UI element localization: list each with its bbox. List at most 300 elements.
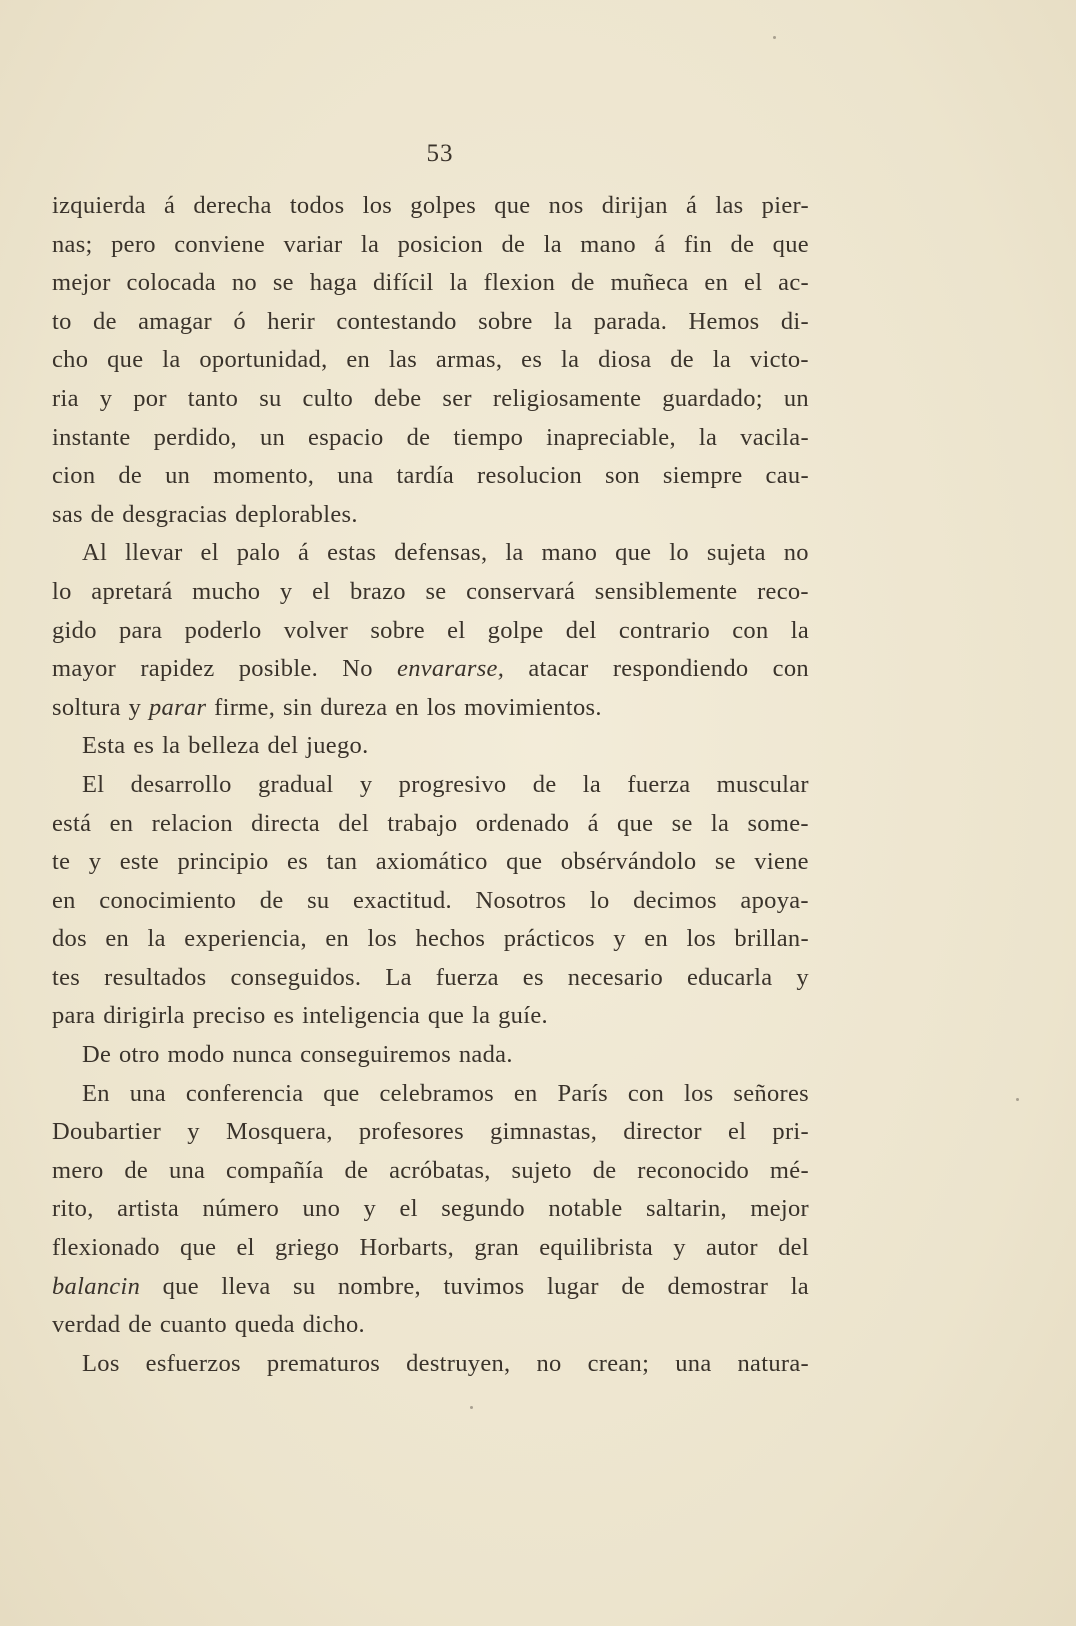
word: viene	[754, 848, 809, 876]
text-line	[52, 689, 809, 728]
word: Al	[82, 539, 108, 567]
text-line	[52, 341, 809, 380]
word: Hemos	[688, 307, 760, 335]
word: los	[362, 192, 393, 219]
word: la	[543, 230, 562, 258]
word: reco-	[757, 577, 809, 605]
word: resolucion	[476, 462, 583, 490]
text-line	[52, 1113, 809, 1152]
word: lo	[669, 539, 689, 567]
text-line	[52, 380, 809, 419]
word: en	[704, 269, 729, 297]
word: y	[673, 1234, 686, 1262]
word: diosa	[598, 346, 652, 374]
word: que	[772, 230, 809, 258]
word: y	[187, 1118, 200, 1146]
word: brazo	[349, 577, 406, 605]
word: nombre,	[337, 1272, 421, 1300]
paper-speck	[1016, 1098, 1019, 1101]
word: autor	[706, 1234, 758, 1262]
word: que	[617, 809, 654, 837]
word: axiomático	[375, 848, 488, 876]
word: mayor	[52, 655, 117, 683]
word: de	[621, 1272, 646, 1300]
word: lugar	[546, 1272, 599, 1300]
text-line	[52, 187, 809, 226]
word: vacila-	[740, 423, 809, 451]
word: es	[521, 346, 543, 374]
word: dirigirla	[103, 1002, 185, 1030]
word: que	[427, 1002, 465, 1030]
word: la	[505, 539, 524, 567]
word: fuerza	[627, 770, 691, 798]
word: la	[582, 770, 602, 798]
word: de	[406, 423, 431, 451]
word: muñeca	[610, 269, 689, 297]
word: las	[715, 192, 744, 219]
word: acróbatas,	[389, 1156, 491, 1184]
word: sas	[52, 500, 83, 528]
word: nas;	[52, 230, 93, 258]
word: del	[338, 809, 370, 837]
word: los	[367, 925, 397, 953]
word: de	[259, 886, 284, 914]
word: en	[346, 346, 371, 374]
word: palo	[236, 539, 281, 567]
word: rapidez	[140, 655, 215, 683]
word: el	[744, 269, 763, 297]
word: muscular	[716, 770, 809, 798]
word: derecha	[193, 192, 272, 219]
word: ordenado	[475, 809, 570, 837]
word: todos	[289, 192, 345, 219]
word: y	[796, 963, 809, 991]
word: la	[449, 269, 468, 297]
word: prácticos	[503, 925, 595, 953]
text-line	[52, 650, 809, 689]
word: que	[162, 1272, 199, 1300]
word: notable	[548, 1195, 623, 1223]
word: profesores	[358, 1118, 464, 1146]
word: movimientos.	[464, 693, 602, 721]
word: á	[654, 230, 666, 258]
word: los	[684, 1079, 714, 1107]
word: equilibrista	[539, 1234, 654, 1262]
word: pri-	[772, 1118, 809, 1146]
word: la	[162, 732, 181, 760]
text-line	[52, 1036, 809, 1075]
word: conservará	[466, 577, 576, 605]
word: No	[342, 655, 373, 683]
word: conocimiento	[99, 886, 237, 914]
word: posible.	[238, 655, 319, 683]
word: mano	[580, 230, 636, 258]
word: obsérvándolo	[560, 848, 697, 876]
word: sobre	[478, 307, 533, 335]
word: cau-	[765, 462, 809, 490]
word: volver	[283, 616, 349, 644]
word: de	[501, 230, 526, 258]
word: y	[128, 693, 142, 721]
word: golpes	[410, 192, 477, 219]
word: ó	[233, 307, 246, 335]
word: de	[90, 500, 115, 528]
word: á	[686, 192, 698, 219]
word: Esta	[82, 732, 126, 760]
word: para	[118, 616, 163, 644]
text-line	[52, 1345, 809, 1384]
word: la	[360, 230, 380, 258]
word: en	[513, 1079, 538, 1107]
word: el	[312, 577, 331, 605]
word: es	[522, 963, 544, 991]
word: El	[82, 770, 105, 798]
word: griego	[274, 1234, 340, 1262]
word: son	[605, 462, 640, 490]
text-line	[52, 573, 809, 612]
word: contrario	[618, 616, 710, 644]
word: izquierda	[52, 192, 146, 219]
word: pier-	[761, 192, 809, 219]
word: director	[623, 1118, 702, 1146]
word: parada.	[593, 307, 668, 335]
italic-word: parar	[149, 693, 207, 721]
word: gido	[52, 616, 97, 644]
word: el	[447, 616, 466, 644]
word: número	[202, 1195, 280, 1223]
word: conseguiremos	[300, 1041, 452, 1069]
word: relacion	[151, 809, 233, 837]
word: tiempo	[453, 423, 524, 451]
word: nada.	[458, 1041, 513, 1069]
text-line	[52, 920, 809, 959]
word: del	[778, 1234, 809, 1262]
word: de	[592, 1156, 617, 1184]
word: queda	[234, 1311, 295, 1339]
word: de	[730, 230, 755, 258]
text-line	[52, 766, 809, 805]
text-line	[52, 1306, 809, 1345]
word: Nosotros	[475, 886, 567, 914]
word: cuanto	[159, 1311, 227, 1339]
word: ria	[52, 384, 79, 412]
word: es	[287, 848, 309, 876]
word: sin	[282, 693, 313, 721]
word: armas,	[435, 346, 503, 374]
word: educarla	[687, 963, 773, 991]
word: de	[532, 770, 557, 798]
word: de	[93, 307, 117, 335]
word: apretará	[91, 577, 173, 605]
word: flexion	[483, 269, 556, 297]
word: siempre	[662, 462, 743, 490]
word: decimos	[633, 886, 717, 914]
word: trabajo	[387, 809, 458, 837]
word: su	[307, 886, 330, 914]
word: firme,	[214, 693, 276, 721]
word: en	[644, 925, 669, 953]
text-line	[52, 997, 809, 1036]
italic-word: balancin	[52, 1272, 141, 1300]
word: ser	[442, 384, 472, 412]
word: otro	[119, 1041, 160, 1069]
word: su	[293, 1272, 316, 1300]
word: to	[52, 307, 72, 335]
word: di-	[780, 307, 809, 335]
word: una	[337, 462, 374, 490]
word: un	[783, 384, 809, 412]
word: artista	[117, 1195, 180, 1223]
word: la	[561, 346, 580, 374]
word: para	[52, 1002, 96, 1030]
word: París	[557, 1079, 608, 1107]
text-line	[52, 419, 809, 458]
text-line	[52, 1152, 809, 1191]
word: brillan-	[734, 925, 809, 953]
word: reconocido	[637, 1156, 750, 1184]
word: Doubartier	[52, 1118, 162, 1146]
word: mucho	[192, 577, 261, 605]
word: lo	[52, 577, 72, 605]
word: y	[279, 577, 293, 605]
text-line	[52, 496, 809, 535]
word: gran	[474, 1234, 520, 1262]
text-line	[52, 264, 809, 303]
word: una	[168, 1156, 206, 1184]
word: mano	[541, 539, 598, 567]
word: gradual	[257, 770, 334, 798]
word: la	[698, 423, 718, 451]
word: estas	[327, 539, 377, 567]
word: inteligencia	[302, 1002, 421, 1030]
word: espacio	[308, 423, 384, 451]
word: De	[82, 1041, 112, 1069]
word: crean;	[587, 1349, 650, 1377]
word: tardía	[396, 462, 455, 490]
word: belleza	[188, 732, 260, 760]
word: del	[267, 732, 299, 760]
word: la	[790, 1272, 809, 1300]
text-line	[52, 1229, 809, 1268]
word: destruyen,	[406, 1349, 511, 1377]
word: es	[273, 1002, 295, 1030]
word: tanto	[187, 384, 239, 412]
word: las	[388, 346, 418, 374]
word: golpe	[487, 616, 544, 644]
word: de	[570, 269, 595, 297]
word: oportunidad,	[199, 346, 328, 374]
word: sujeta	[706, 539, 766, 567]
word: momento,	[213, 462, 315, 490]
word: es	[133, 732, 155, 760]
word: no	[783, 539, 809, 567]
word: de	[128, 1311, 153, 1339]
word: señores	[733, 1079, 809, 1107]
word: una	[675, 1349, 712, 1377]
word: mé-	[769, 1156, 809, 1184]
word: llevar	[125, 539, 183, 567]
word: y	[359, 770, 373, 798]
word: tes	[52, 963, 81, 991]
word: segundo	[441, 1195, 525, 1223]
word: tuvimos	[443, 1272, 525, 1300]
paper-speck	[773, 36, 776, 39]
word: guíe.	[498, 1002, 548, 1030]
word: la	[147, 925, 166, 953]
word: los	[686, 925, 716, 953]
text-line	[52, 226, 809, 265]
word: prematuros	[266, 1349, 381, 1377]
text-line	[52, 843, 809, 882]
word: dureza	[320, 693, 388, 721]
word: á	[164, 192, 176, 219]
word: te	[52, 848, 71, 876]
word: una	[129, 1079, 166, 1107]
word: los	[426, 693, 457, 721]
text-line	[52, 959, 809, 998]
word: de	[344, 1156, 369, 1184]
word: por	[133, 384, 167, 412]
word: modo	[167, 1041, 225, 1069]
word: la	[710, 809, 730, 837]
word: compañía	[226, 1156, 324, 1184]
word: lo	[589, 886, 610, 914]
word: en	[52, 886, 76, 914]
word: respondiendo	[612, 655, 749, 683]
word: posicion	[397, 230, 484, 258]
word: experiencia,	[184, 925, 307, 953]
word: culto	[302, 384, 354, 412]
word: principio	[177, 848, 269, 876]
word: y	[88, 848, 102, 876]
word: á	[587, 809, 599, 837]
word: esfuerzos	[145, 1349, 241, 1377]
word: ac-	[778, 269, 809, 297]
word: dicho.	[302, 1311, 365, 1339]
word: herir	[267, 307, 316, 335]
word: necesario	[567, 963, 663, 991]
word: pero	[111, 230, 156, 258]
word: con	[732, 616, 769, 644]
word: exactitud.	[353, 886, 452, 914]
word: preciso	[192, 1002, 266, 1030]
text-line	[52, 727, 809, 766]
word: no	[536, 1349, 562, 1377]
word: mero	[52, 1156, 104, 1184]
word: el	[399, 1195, 418, 1223]
word: se	[714, 848, 736, 876]
word: con	[627, 1079, 665, 1107]
word: el	[728, 1118, 747, 1146]
word: progresivo	[398, 770, 507, 798]
italic-word: envararse,	[397, 655, 505, 683]
word: En	[82, 1079, 110, 1107]
word: some-	[747, 809, 809, 837]
word: su	[259, 384, 282, 412]
word: se	[272, 269, 294, 297]
word: debe	[373, 384, 422, 412]
word: demostrar	[667, 1272, 769, 1300]
word: natura-	[737, 1349, 809, 1377]
word: la	[162, 346, 181, 374]
word: La	[385, 963, 412, 991]
word: mejor	[52, 269, 111, 297]
word: nos	[548, 192, 584, 219]
body-text	[52, 187, 809, 1383]
word: inapreciable,	[546, 423, 676, 451]
word: lleva	[221, 1272, 271, 1300]
text-line	[52, 303, 809, 342]
word: juego.	[306, 732, 369, 760]
word: de	[118, 462, 143, 490]
word: el	[200, 539, 219, 567]
word: hechos	[415, 925, 486, 953]
word: y	[613, 925, 626, 953]
word: gimnastas,	[490, 1118, 598, 1146]
word: Mosquera,	[225, 1118, 333, 1146]
word: instante	[52, 423, 131, 451]
word: que	[107, 346, 144, 374]
word: victo-	[749, 346, 809, 374]
word: fin	[683, 230, 713, 258]
word: y	[363, 1195, 377, 1223]
word: Los	[82, 1349, 120, 1377]
word: á	[298, 539, 310, 567]
page-number: 53	[426, 140, 454, 167]
word: sujeto	[511, 1156, 572, 1184]
word: sensiblemente	[594, 577, 738, 605]
word: apoya-	[740, 886, 809, 914]
word: dirijan	[601, 192, 668, 219]
word: guardado;	[662, 384, 763, 412]
word: no	[231, 269, 257, 297]
word: el	[236, 1234, 255, 1262]
word: directa	[251, 809, 320, 837]
word: que	[494, 192, 531, 219]
word: tan	[326, 848, 358, 876]
word: deplorables.	[235, 500, 358, 528]
word: que	[323, 1079, 360, 1107]
word: del	[565, 616, 597, 644]
word: uno	[302, 1195, 341, 1223]
word: dos	[52, 925, 87, 953]
paper-speck	[470, 1406, 473, 1409]
word: un	[165, 462, 191, 490]
word: la	[712, 346, 732, 374]
text-line	[52, 534, 809, 573]
word: un	[259, 423, 286, 451]
word: de	[124, 1156, 149, 1184]
word: haga	[309, 269, 358, 297]
word: se	[671, 809, 693, 837]
word: fuerza	[435, 963, 499, 991]
word: está	[52, 809, 92, 837]
text-line	[52, 1268, 809, 1307]
text-line	[52, 882, 809, 921]
word: se	[425, 577, 447, 605]
word: cion	[52, 462, 96, 490]
word: conferencia	[185, 1079, 304, 1107]
word: con	[772, 655, 809, 683]
word: este	[119, 848, 160, 876]
word: de	[670, 346, 694, 374]
word: desgracias	[122, 500, 228, 528]
word: religiosamente	[492, 384, 642, 412]
word: y	[99, 384, 113, 412]
word: variar	[283, 230, 343, 258]
word: la	[472, 1002, 491, 1030]
word: desarrollo	[130, 770, 232, 798]
